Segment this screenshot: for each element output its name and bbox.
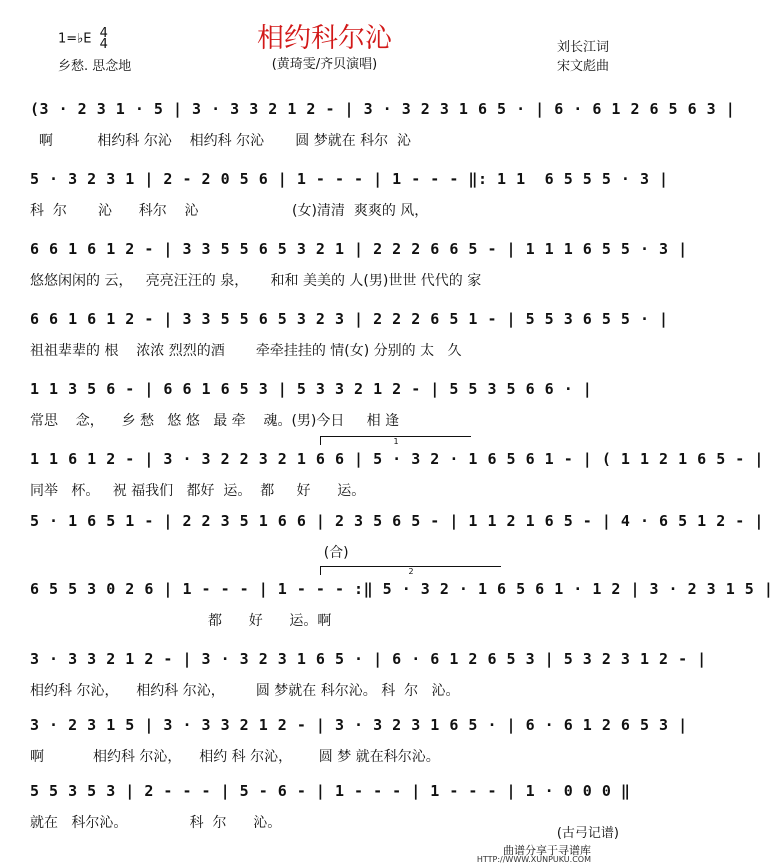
key-label: 1=♭E [58,31,92,47]
notation-line: 3 · 2 3 1 5 | 3 · 3 3 2 1 2 - | 3 · 3 2 3 1 6 5 · | 6 · 6 1 2 6 5 3 | [30,716,688,734]
composer-credit: 宋文彪曲 [556,59,609,74]
notation-line: 3 · 3 3 2 1 2 - | 3 · 3 2 3 1 6 5 · | 6 · 6 1 2 6 5 3 | 5 3 2 3 1 2 - | [30,650,707,668]
lyrics-line: 都 好 运。啊 [30,613,332,629]
lyrics-line: 相约科 尔沁， 相约科 尔沁， 圆 梦就在 科尔沁。 科 尔 沁。 [30,683,460,699]
lyrics-line: 啊 相约科 尔沁， 相约 科 尔沁， 圆 梦 就在科尔沁。 [30,749,440,765]
notation-line: 6 6 1 6 1 2 - | 3 3 5 5 6 5 3 2 3 | 2 2 2 6 5 1 - | 5 5 3 6 5 5 · | [30,310,669,328]
score-system-11 [18,778,637,848]
song-title: 相约科尔沁 [257,23,392,54]
notation-line: 5 · 1 6 5 1 - | 2 2 3 5 1 6 6 | 2 3 5 6 5 - | 1 1 2 1 6 5 - | 4 · 6 5 1 2 - | [30,512,764,530]
notation-line: 5 · 3 2 3 1 | 2 - 2 0 5 6 | 1 - - - | 1 - - - ‖: 1 1 6 5 5 5 · 3 | [30,170,669,188]
volta-second-ending: 2 [320,566,501,575]
score-system-8 [18,567,773,646]
score-system-10 [18,712,688,782]
time-sig-numerator: 4 [99,26,108,41]
lyrics-line: 祖祖辈辈的 根 浓浓 烈烈的酒 牵牵挂挂的 情(女) 分别的 太 久 [30,343,462,359]
notation-line: 6 6 1 6 1 2 - | 3 3 5 5 6 5 3 2 1 | 2 2 2 6 6 5 - | 1 1 1 6 5 5 · 3 | [30,240,688,258]
score-system-4 [18,306,669,376]
time-sig-denominator: 4 [99,37,108,52]
notation-line: (3 · 2 3 1 · 5 | 3 · 3 3 2 1 2 - | 3 · 3 2 3 1 6 5 · | 6 · 6 1 2 6 5 6 3 | [30,100,736,118]
volta-first-ending: 1 [320,436,471,445]
lyricist-credit: 刘长江词 [556,40,609,55]
notation-line: 1 1 6 1 2 - | 3 · 3 2 2 3 2 1 6 6 | 5 · 3 2 · 1 6 5 6 1 - | ( 1 1 2 1 6 5 - | [30,450,764,468]
notation-line: 5 5 3 5 3 | 2 - - - | 5 - 6 - | 1 - - - | 1 - - - | 1 · 0 0 0 ‖ [30,782,631,800]
lyrics-line: (合) [30,545,349,561]
watermark-url: HTTP://WWW.XUNPUKU.COM [476,855,591,864]
notation-line: 1 1 3 5 6 - | 6 6 1 6 5 3 | 5 3 3 2 1 2 - | 5 5 3 5 6 6 · | [30,380,593,398]
lyrics-line: 悠悠闲闲的 云， 亮亮汪汪的 泉， 和和 美美的 人(男)世世 代代的 家 [30,273,482,289]
expression-mark: 乡愁. 思念地 [58,59,132,74]
score-system-1 [18,96,736,166]
lyrics-line: 啊 相约科 尔沁 相约科 尔沁 圆 梦就在 科尔 沁 [30,133,412,149]
lyrics-line: 就在 科尔沁。 科 尔 沁。 [30,815,282,831]
transcriber-note: (古弓记谱) [556,826,619,841]
score-system-9 [18,646,707,716]
score-system-3 [18,236,688,306]
performers-credit: (黄琦雯/齐贝演唱) [271,57,378,72]
key-signature [58,28,108,50]
time-signature [100,28,108,50]
score-system-2 [18,166,669,236]
lyrics-line: 同举 杯。 祝 福我们 都好 运。 都 好 运。 [30,483,366,499]
notation-line: 6 5 5 3 0 2 6 | 1 - - - | 1 - - - :‖ 5 · 3 2 · 1 6 5 6 1 · 1 2 | 3 · 2 3 1 5 | [30,580,773,598]
lyrics-line: 科 尔 沁 科尔 沁 (女)清清 爽爽的 风， [30,203,429,219]
score-system-6 [18,437,764,516]
lyrics-line: 常思 念， 乡 愁 悠 悠 最 牵 魂。(男)今日 相 逢 [30,413,400,429]
watermark-text: 曲谱分享于寻谱库 [503,844,591,857]
